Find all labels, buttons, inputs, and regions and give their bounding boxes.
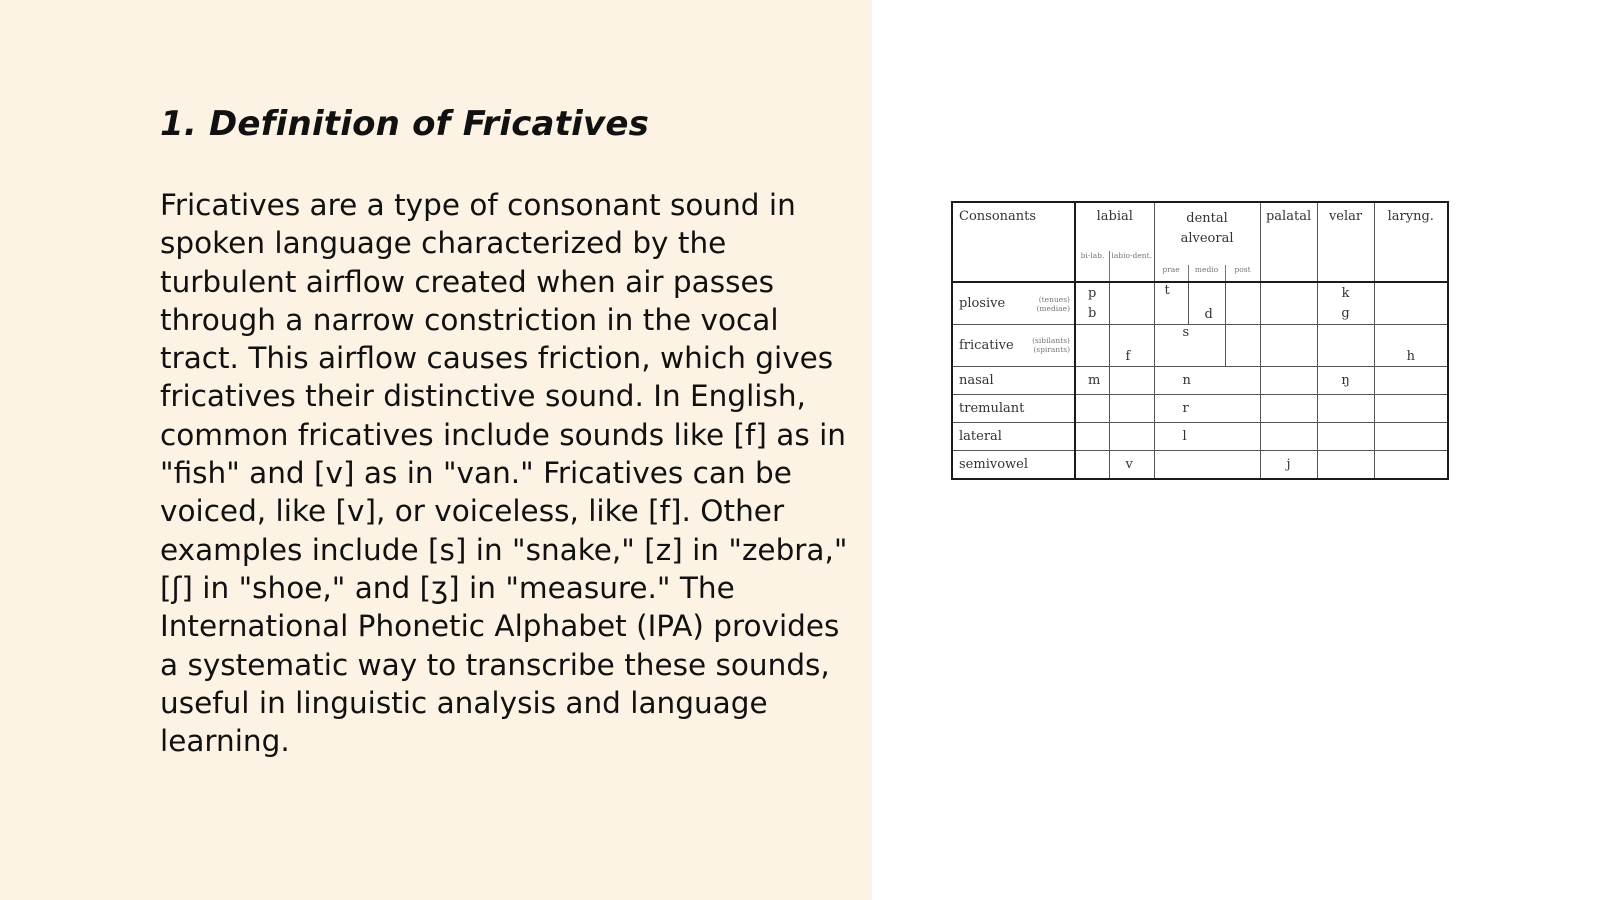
header-dental bbox=[1154, 202, 1260, 282]
sub-spirants: (spirants) bbox=[1033, 345, 1070, 355]
cell-j: j bbox=[1260, 451, 1317, 479]
header-laryng: laryng. bbox=[1374, 202, 1448, 282]
sub-tenues: (tenues) bbox=[1038, 294, 1070, 304]
label-semivowel: semivowel bbox=[952, 451, 1075, 479]
slide-title: 1. Definition of Fricatives bbox=[160, 104, 650, 144]
header-palatal: palatal bbox=[1260, 202, 1317, 282]
cell-g: g bbox=[1341, 305, 1350, 321]
row-plosive bbox=[952, 282, 1448, 324]
label-plosive: plosive bbox=[959, 296, 1006, 312]
sub-sibilants: (sibilants) bbox=[1032, 336, 1070, 346]
body-text: Fricatives are a type of consonant sound in spoken language characterized by the turbulent airflow created when air passes through a narrow constriction in the vocal tract. This airflow causes friction, which gives fricatives their distinctive sound. In English, common fricatives include sounds like [f] as in "fish" and [v] as in "van." Fricatives can be voiced, like [v], or voiceless, like [f]. Other examples include [s] in "snake," [z] in "zebra," [ʃ] in "shoe," and [ʒ] in "measure." The International Phonetic Alphabet (IPA) provides a systematic way to transcribe these sounds, useful in linguistic analysis and language learning. bbox=[160, 188, 848, 759]
cell-f: f bbox=[1125, 349, 1131, 365]
consonant-chart bbox=[951, 201, 1447, 480]
cell-v: v bbox=[1109, 451, 1154, 479]
row-tremulant bbox=[952, 395, 1448, 423]
cell-n: n bbox=[1154, 367, 1260, 395]
label-tremulant: tremulant bbox=[952, 395, 1075, 423]
label-fricative: fricative bbox=[959, 337, 1014, 353]
header-labial bbox=[1075, 202, 1154, 282]
subheader-labiodent: labio-dent. bbox=[1111, 251, 1153, 261]
label-nasal: nasal bbox=[952, 367, 1075, 395]
cell-eng: ŋ bbox=[1317, 367, 1374, 395]
corner-label: Consonants bbox=[952, 202, 1075, 282]
cell-s: s bbox=[1182, 324, 1190, 340]
cell-p: p bbox=[1088, 285, 1097, 301]
subheader-bilab: bi-lab. bbox=[1076, 251, 1110, 281]
header-alveoral-label: alveoral bbox=[1180, 231, 1234, 246]
sub-mediae: (mediae) bbox=[1036, 303, 1070, 313]
cell-l: l bbox=[1154, 423, 1260, 451]
cell-r: r bbox=[1154, 395, 1260, 423]
subheader-prae: prae bbox=[1155, 265, 1189, 281]
cell-d: d bbox=[1204, 306, 1213, 322]
row-label-plosive bbox=[952, 282, 1075, 324]
header-row bbox=[952, 202, 1448, 282]
header-labial-label: labial bbox=[1096, 209, 1133, 224]
cell-m: m bbox=[1075, 367, 1109, 395]
label-lateral: lateral bbox=[952, 423, 1075, 451]
consonant-table bbox=[951, 201, 1449, 480]
row-label-fricative bbox=[952, 324, 1075, 366]
cell-b: b bbox=[1088, 305, 1097, 321]
cell-k: k bbox=[1341, 285, 1350, 301]
row-fricative bbox=[952, 324, 1448, 366]
header-dental-label: dental bbox=[1186, 211, 1228, 226]
row-nasal bbox=[952, 367, 1448, 395]
header-velar: velar bbox=[1317, 202, 1374, 282]
row-lateral bbox=[952, 423, 1448, 451]
cell-t: t bbox=[1164, 283, 1170, 299]
subheader-post: post bbox=[1234, 265, 1251, 275]
subheader-medio: medio bbox=[1189, 265, 1226, 281]
row-semivowel bbox=[952, 451, 1448, 479]
cell-h: h bbox=[1406, 349, 1415, 365]
